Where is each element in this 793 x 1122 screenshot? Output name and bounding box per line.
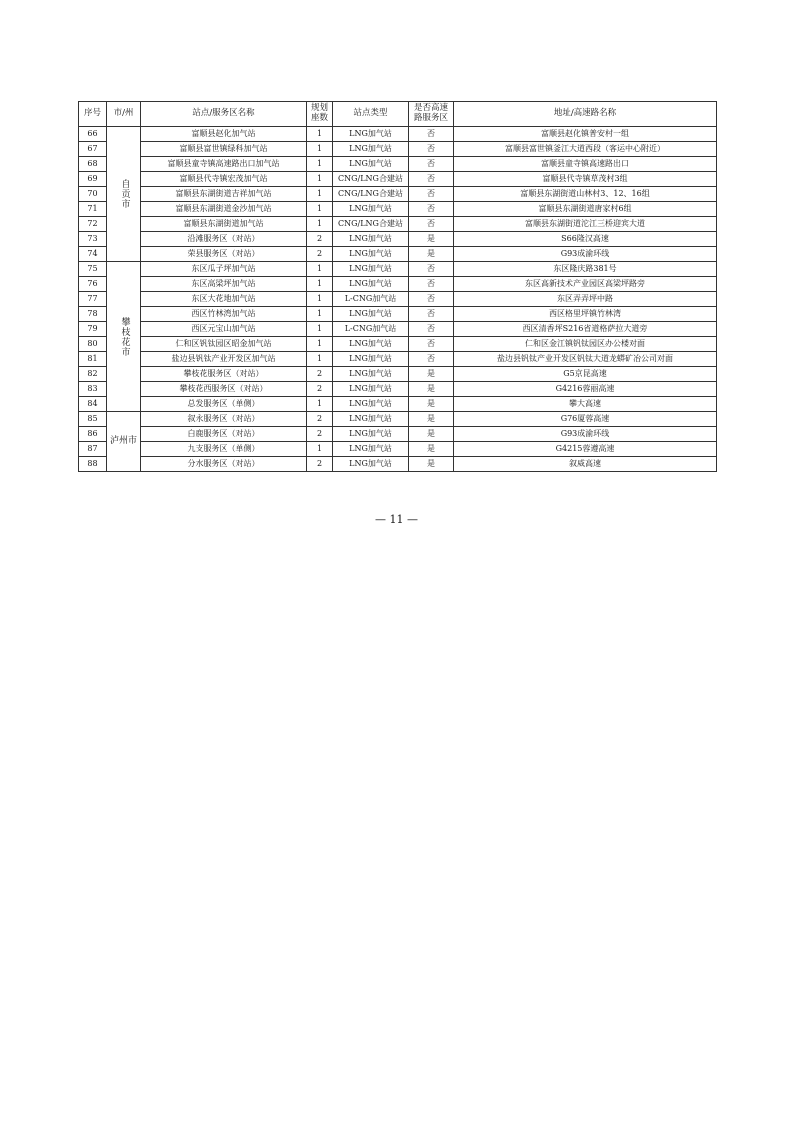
cell-name: 富顺县童寺镇高速路出口加气站 xyxy=(141,157,307,172)
cell-seq: 75 xyxy=(79,262,107,277)
cell-seats: 1 xyxy=(307,187,333,202)
cell-type: LNG加气站 xyxy=(333,382,409,397)
table-row xyxy=(79,232,717,247)
cell-name: 分水服务区（对站） xyxy=(141,457,307,472)
cell-name: 富顺县东湖街道加气站 xyxy=(141,217,307,232)
cell-seq: 74 xyxy=(79,247,107,262)
table-row xyxy=(79,262,717,277)
header-name: 站点/服务区名称 xyxy=(141,102,307,127)
cell-type: LNG加气站 xyxy=(333,352,409,367)
cell-highway: 是 xyxy=(409,442,454,457)
cell-seats: 2 xyxy=(307,457,333,472)
cell-highway: 否 xyxy=(409,217,454,232)
cell-seq: 79 xyxy=(79,322,107,337)
table-row xyxy=(79,397,717,412)
cell-type: LNG加气站 xyxy=(333,157,409,172)
cell-seats: 2 xyxy=(307,232,333,247)
cell-name: 西区竹林湾加气站 xyxy=(141,307,307,322)
cell-highway: 是 xyxy=(409,247,454,262)
cell-address: G4216蓉丽高速 xyxy=(454,382,717,397)
cell-name: 攀枝花服务区（对站） xyxy=(141,367,307,382)
cell-type: LNG加气站 xyxy=(333,397,409,412)
header-seq: 序号 xyxy=(79,102,107,127)
cell-seq: 69 xyxy=(79,172,107,187)
cell-seats: 1 xyxy=(307,352,333,367)
table-row xyxy=(79,412,717,427)
cell-address: 东区高新技术产业园区高梁坪路旁 xyxy=(454,277,717,292)
table-row xyxy=(79,457,717,472)
cell-seq: 73 xyxy=(79,232,107,247)
cell-name: 西区元宝山加气站 xyxy=(141,322,307,337)
cell-seats: 2 xyxy=(307,247,333,262)
cell-seats: 1 xyxy=(307,157,333,172)
cell-seq: 72 xyxy=(79,217,107,232)
table-row xyxy=(79,217,717,232)
cell-name: 富顺县赵化加气站 xyxy=(141,127,307,142)
cell-address: G4215蓉遵高速 xyxy=(454,442,717,457)
table-row xyxy=(79,202,717,217)
cell-name: 富顺县代寺镇宏茂加气站 xyxy=(141,172,307,187)
cell-address: 富顺县东湖街道唐家村6组 xyxy=(454,202,717,217)
cell-name: 仁和区钒钛园区昭金加气站 xyxy=(141,337,307,352)
cell-highway: 否 xyxy=(409,277,454,292)
cell-address: 富顺县代寺镇草茂村3组 xyxy=(454,172,717,187)
table-row xyxy=(79,172,717,187)
cell-highway: 否 xyxy=(409,202,454,217)
cell-type: LNG加气站 xyxy=(333,307,409,322)
cell-seats: 1 xyxy=(307,217,333,232)
cell-seats: 2 xyxy=(307,412,333,427)
cell-highway: 否 xyxy=(409,322,454,337)
cell-address: 东区隆庆路381号 xyxy=(454,262,717,277)
cell-name: 富顺县东湖街道吉祥加气站 xyxy=(141,187,307,202)
table-row xyxy=(79,352,717,367)
cell-name: 富顺县富世镇绿科加气站 xyxy=(141,142,307,157)
cell-highway: 否 xyxy=(409,142,454,157)
cell-seq: 66 xyxy=(79,127,107,142)
cell-highway: 否 xyxy=(409,337,454,352)
cell-seq: 82 xyxy=(79,367,107,382)
cell-highway: 否 xyxy=(409,157,454,172)
cell-seats: 1 xyxy=(307,337,333,352)
header-seats: 规划座数 xyxy=(307,102,333,127)
table-body xyxy=(79,127,717,472)
cell-seq: 71 xyxy=(79,202,107,217)
cell-seq: 81 xyxy=(79,352,107,367)
cell-address: 攀大高速 xyxy=(454,397,717,412)
cell-name: 盐边县钒钛产业开发区加气站 xyxy=(141,352,307,367)
cell-highway: 是 xyxy=(409,232,454,247)
table-row xyxy=(79,322,717,337)
cell-seq: 70 xyxy=(79,187,107,202)
table-row xyxy=(79,367,717,382)
page-number: — 11 — xyxy=(375,513,418,526)
cell-type: LNG加气站 xyxy=(333,247,409,262)
cell-type: LNG加气站 xyxy=(333,337,409,352)
cell-type: LNG加气站 xyxy=(333,277,409,292)
cell-address: 富顺县童寺镇高速路出口 xyxy=(454,157,717,172)
cell-seq: 67 xyxy=(79,142,107,157)
cell-address: 西区清香坪S216省道格萨拉大道旁 xyxy=(454,322,717,337)
cell-seats: 1 xyxy=(307,202,333,217)
cell-address: 仁和区金江镇钒钛园区办公楼对面 xyxy=(454,337,717,352)
cell-name: 白鹿服务区（对站） xyxy=(141,427,307,442)
cell-name: 总发服务区（单侧） xyxy=(141,397,307,412)
table-header-row xyxy=(79,102,717,127)
cell-seq: 76 xyxy=(79,277,107,292)
cell-address: S66隆汉高速 xyxy=(454,232,717,247)
cell-type: CNG/LNG合建站 xyxy=(333,217,409,232)
cell-address: 富顺县东湖街道山林村3、12、16组 xyxy=(454,187,717,202)
cell-type: LNG加气站 xyxy=(333,127,409,142)
cell-type: LNG加气站 xyxy=(333,142,409,157)
cell-highway: 是 xyxy=(409,412,454,427)
cell-seats: 1 xyxy=(307,142,333,157)
cell-seats: 1 xyxy=(307,292,333,307)
cell-type: CNG/LNG合建站 xyxy=(333,172,409,187)
cell-highway: 否 xyxy=(409,352,454,367)
cell-address: 叙威高速 xyxy=(454,457,717,472)
cell-city: 自贡市 xyxy=(107,127,141,262)
cell-seq: 77 xyxy=(79,292,107,307)
cell-highway: 否 xyxy=(409,127,454,142)
cell-address: G93成渝环线 xyxy=(454,427,717,442)
cell-highway: 否 xyxy=(409,187,454,202)
cell-address: 东区弄弄坪中路 xyxy=(454,292,717,307)
table-row xyxy=(79,157,717,172)
cell-name: 东区高梁坪加气站 xyxy=(141,277,307,292)
cell-seq: 68 xyxy=(79,157,107,172)
cell-address: 富顺县赵化镇普安村一组 xyxy=(454,127,717,142)
cell-seats: 1 xyxy=(307,442,333,457)
cell-name: 九支服务区（单侧） xyxy=(141,442,307,457)
cell-seq: 88 xyxy=(79,457,107,472)
table-row xyxy=(79,127,717,142)
cell-highway: 是 xyxy=(409,457,454,472)
cell-address: G76厦蓉高速 xyxy=(454,412,717,427)
table-row xyxy=(79,277,717,292)
cell-address: 富顺县东湖街道沱江三桥迎宾大道 xyxy=(454,217,717,232)
cell-type: L-CNG加气站 xyxy=(333,292,409,307)
cell-highway: 是 xyxy=(409,367,454,382)
table-row xyxy=(79,382,717,397)
cell-name: 叙永服务区（对站） xyxy=(141,412,307,427)
cell-type: LNG加气站 xyxy=(333,202,409,217)
cell-seq: 78 xyxy=(79,307,107,322)
cell-highway: 是 xyxy=(409,427,454,442)
cell-address: G5京昆高速 xyxy=(454,367,717,382)
cell-highway: 是 xyxy=(409,382,454,397)
cell-address: 西区格里坪镇竹林湾 xyxy=(454,307,717,322)
table-row xyxy=(79,292,717,307)
cell-highway: 否 xyxy=(409,307,454,322)
header-address: 地址/高速路名称 xyxy=(454,102,717,127)
cell-city: 攀枝花市 xyxy=(107,262,141,412)
header-city: 市/州 xyxy=(107,102,141,127)
cell-seq: 83 xyxy=(79,382,107,397)
cell-seq: 85 xyxy=(79,412,107,427)
cell-type: CNG/LNG合建站 xyxy=(333,187,409,202)
cell-seats: 2 xyxy=(307,427,333,442)
cell-seats: 1 xyxy=(307,262,333,277)
cell-type: LNG加气站 xyxy=(333,232,409,247)
cell-highway: 是 xyxy=(409,397,454,412)
cell-address: 盐边县钒钛产业开发区钒钛大道龙蟒矿冶公司对面 xyxy=(454,352,717,367)
cell-highway: 否 xyxy=(409,172,454,187)
cell-seq: 80 xyxy=(79,337,107,352)
cell-type: L-CNG加气站 xyxy=(333,322,409,337)
table-row xyxy=(79,337,717,352)
cell-type: LNG加气站 xyxy=(333,427,409,442)
cell-seats: 1 xyxy=(307,307,333,322)
cell-highway: 否 xyxy=(409,262,454,277)
cell-address: G93成渝环线 xyxy=(454,247,717,262)
cell-name: 富顺县东湖街道金沙加气站 xyxy=(141,202,307,217)
header-type: 站点类型 xyxy=(333,102,409,127)
table-row xyxy=(79,442,717,457)
table-row xyxy=(79,247,717,262)
cell-name: 攀枝花西服务区（对站） xyxy=(141,382,307,397)
table-row xyxy=(79,142,717,157)
cell-name: 荣县服务区（对站） xyxy=(141,247,307,262)
cell-type: LNG加气站 xyxy=(333,442,409,457)
cell-address: 富顺县富世镇釜江大道西段（客运中心附近） xyxy=(454,142,717,157)
cell-seq: 87 xyxy=(79,442,107,457)
cell-seats: 2 xyxy=(307,367,333,382)
cell-type: LNG加气站 xyxy=(333,412,409,427)
cell-type: LNG加气站 xyxy=(333,262,409,277)
cell-seq: 86 xyxy=(79,427,107,442)
table-row xyxy=(79,307,717,322)
cell-type: LNG加气站 xyxy=(333,457,409,472)
cell-city: 泸州市 xyxy=(107,412,141,472)
station-table xyxy=(78,101,717,472)
cell-seats: 1 xyxy=(307,322,333,337)
cell-name: 东区大花地加气站 xyxy=(141,292,307,307)
cell-seats: 2 xyxy=(307,382,333,397)
cell-seats: 1 xyxy=(307,127,333,142)
cell-seq: 84 xyxy=(79,397,107,412)
table-row xyxy=(79,427,717,442)
cell-name: 沿滩服务区（对站） xyxy=(141,232,307,247)
header-highway: 是否高速路服务区 xyxy=(409,102,454,127)
cell-highway: 否 xyxy=(409,292,454,307)
table-row xyxy=(79,187,717,202)
cell-type: LNG加气站 xyxy=(333,367,409,382)
cell-seats: 1 xyxy=(307,397,333,412)
cell-name: 东区瓜子坪加气站 xyxy=(141,262,307,277)
cell-seats: 1 xyxy=(307,172,333,187)
cell-seats: 1 xyxy=(307,277,333,292)
